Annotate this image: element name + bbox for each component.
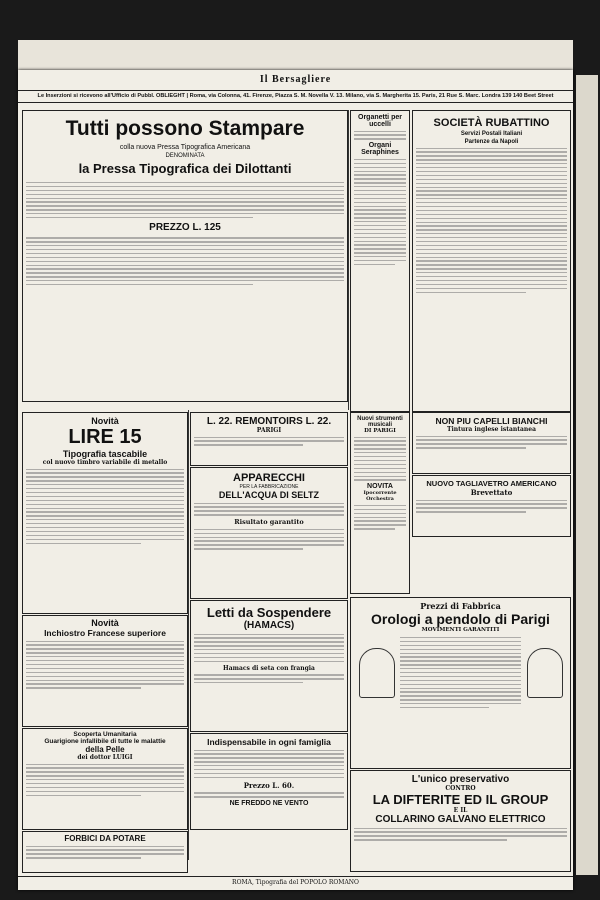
ad-stampare-line2: DENOMINATA bbox=[165, 153, 205, 159]
ad-difterite-sub: E IL bbox=[453, 807, 468, 814]
ad-inchiostro-title: Inchiostro Francese superiore bbox=[44, 628, 166, 638]
ad-difterite-contro: CONTRO bbox=[445, 785, 476, 792]
ad-remontoirs bbox=[190, 412, 348, 466]
newspaper-page bbox=[18, 70, 573, 890]
ad-difterite-top: L'unico preservativo bbox=[411, 774, 510, 785]
page-footer: ROMA, Tipografia del POPOLO ROMANO bbox=[18, 876, 573, 886]
ad-letti-title: Letti da Sospendere bbox=[206, 605, 332, 620]
ad-guarigione-title: Guarigione infallibile di tutte le malattie bbox=[44, 738, 166, 745]
ad-orologi-top: Prezzi di Fabbrica bbox=[420, 601, 501, 611]
ad-organetti-sub2: Seraphines bbox=[361, 149, 399, 157]
ad-novita-sub: Ipocorrente Orchestra bbox=[363, 490, 397, 503]
ad-apparecchi-title2: DELL'ACQUA DI SELTZ bbox=[218, 490, 320, 500]
ad-inchiostro bbox=[22, 615, 188, 727]
ad-remontoirs-sub: PARIGI bbox=[256, 427, 282, 434]
ad-rubattino bbox=[412, 110, 571, 412]
ad-istrumenti bbox=[350, 412, 410, 594]
ad-organetti bbox=[350, 110, 410, 412]
ad-difterite-title: LA DIFTERITE ED IL GROUP bbox=[372, 792, 549, 807]
ad-stampare-line3: la Pressa Tipografica dei Dilottanti bbox=[78, 161, 292, 176]
ad-stampare-line1: colla nuova Pressa Tipografica Americana bbox=[119, 144, 251, 151]
ad-rubattino-sub2: Partenze da Napoli bbox=[464, 139, 519, 145]
adjacent-page-strip bbox=[576, 75, 598, 875]
ad-rubattino-title: SOCIETÀ RUBATTINO bbox=[433, 117, 550, 129]
ad-organetti-title: Organetti per uccelli bbox=[358, 114, 402, 128]
ad-istrumenti-title: Nuovi strumenti musicali bbox=[357, 416, 403, 428]
ad-forbici-title: FORBICI DA POTARE bbox=[64, 834, 146, 843]
ad-indispensabile-price: Prezzo L. 60. bbox=[243, 780, 295, 790]
ad-stampare-title: Tutti possono Stampare bbox=[65, 117, 305, 140]
ad-lire15-title: LIRE 15 bbox=[68, 426, 142, 448]
ad-stampare bbox=[22, 110, 348, 402]
ad-guarigione-sub: della Pelle bbox=[85, 745, 125, 754]
column-rule bbox=[348, 110, 349, 410]
ad-indispensabile-title: Indispensabile in ogni famiglia bbox=[207, 737, 331, 747]
ad-orologi-sub: MOVIMENTI GARANTITI bbox=[421, 627, 500, 633]
ad-letti-sub2: Hamacs di seta con frangia bbox=[223, 664, 315, 672]
clock-illustration-left bbox=[359, 648, 395, 698]
ad-stampare-list bbox=[23, 237, 347, 285]
ad-istrumenti-sub: DI PARIGI bbox=[364, 428, 396, 434]
masthead: Il Bersagliere bbox=[259, 74, 332, 85]
clock-illustration-right bbox=[527, 648, 563, 698]
ad-orologi-title: Orologi a pendolo di Parigi bbox=[371, 611, 550, 627]
ad-remontoirs-title: L. 22. REMONTOIRS L. 22. bbox=[206, 416, 332, 427]
ad-apparecchi-result: Risultato garantito bbox=[234, 518, 304, 527]
ad-indispensabile bbox=[190, 733, 348, 830]
ad-apparecchi-sub: PER LA FABBRICAZIONE bbox=[239, 484, 299, 490]
ad-capelli-sub: Tintura inglese istantanea bbox=[446, 426, 536, 433]
ad-stampare-price: PREZZO L. 125 bbox=[149, 222, 221, 234]
ad-guarigione-top: Scoperta Umanitaria bbox=[73, 731, 137, 738]
ad-rubattino-sub: Servizi Postali Italiani bbox=[460, 131, 523, 137]
ad-guarigione-sub2: dei dottor LUIGI bbox=[77, 754, 133, 761]
ad-tagliavetro bbox=[412, 475, 571, 537]
ad-capelli bbox=[412, 412, 571, 474]
ad-lire15-sub2: col nuovo timbro variabile di metallo bbox=[42, 459, 168, 466]
ad-tagliavetro-title: NUOVO TAGLIAVETRO AMERICANO bbox=[426, 479, 557, 488]
ad-letti bbox=[190, 600, 348, 732]
ad-lire15 bbox=[22, 412, 188, 614]
ad-capelli-title: NON PIU CAPELLI BIANCHI bbox=[435, 416, 548, 426]
ad-forbici bbox=[22, 831, 188, 873]
ad-lire15-sub1: Tipografia tascabile bbox=[62, 449, 148, 459]
ad-orologi bbox=[350, 597, 571, 769]
ad-apparecchi-title: APPARECCHI bbox=[233, 472, 305, 484]
ad-difterite bbox=[350, 770, 571, 872]
ad-novita-title: NOVITA bbox=[367, 483, 393, 491]
ad-stampare-body bbox=[23, 182, 347, 218]
address-bar: Le Inserzioni si ricevono all'Ufficio di Pubbl. OBLIEGHT | Roma, via Colonna, 41. Firenze, Piazza S. M. Novella V. 13. Milano, via S. Margherita 15. Paris, 21 Rue S. Marc. Londra 139 140 Beet Street bbox=[18, 90, 573, 103]
ad-indispensabile-footer: NE FREDDO NE VENTO bbox=[229, 800, 309, 808]
ad-organetti-sub: Organi bbox=[368, 142, 392, 150]
ad-apparecchi bbox=[190, 467, 348, 599]
torn-paper-top bbox=[18, 40, 573, 70]
ad-inchiostro-top: Novità bbox=[91, 618, 119, 628]
ad-guarigione bbox=[22, 728, 188, 830]
ad-letti-sub: (HAMACS) bbox=[243, 620, 295, 631]
ad-lire15-top: Novità bbox=[91, 416, 119, 426]
ad-difterite-sub2: COLLARINO GALVANO ELETTRICO bbox=[375, 814, 546, 825]
column-rule bbox=[188, 410, 189, 860]
ad-orologi-body bbox=[397, 637, 524, 708]
ad-tagliavetro-sub: Brevettato bbox=[470, 488, 513, 497]
